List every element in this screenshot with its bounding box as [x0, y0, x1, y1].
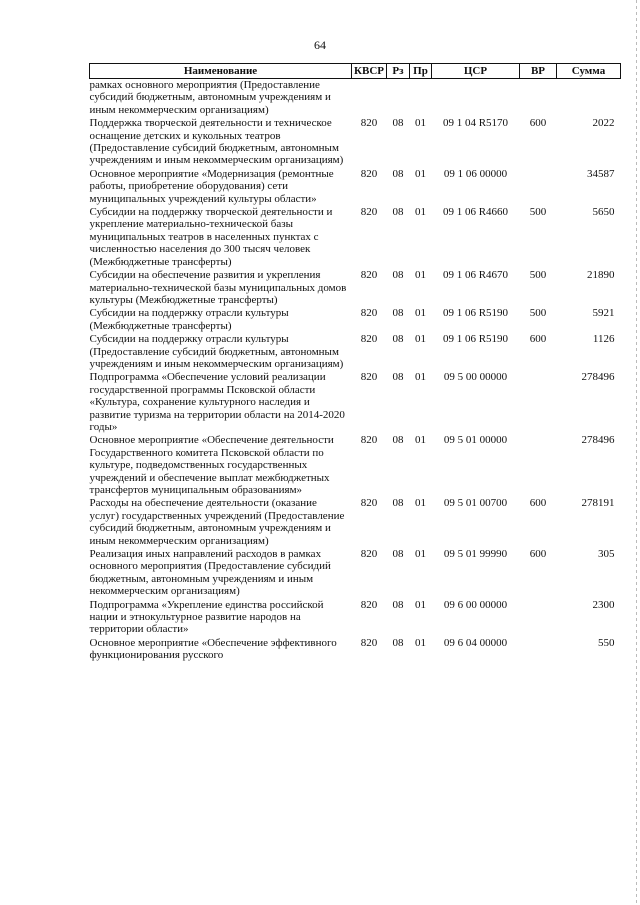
row-kvsr: 820 [360, 307, 378, 320]
row-sum: 278191 [581, 497, 615, 510]
row-kvsr [352, 79, 387, 118]
header-vr: ВР [520, 64, 557, 79]
row-kvsr: 820 [360, 434, 378, 447]
row-sum: 34587 [587, 167, 615, 180]
row-csr [432, 79, 520, 118]
row-name: Основное мероприятие «Модернизация (ремонтные работы, приобретение оборудования) сети муниципальных учреждений культуры области» [89, 167, 334, 205]
row-csr: 09 1 06 00000 [443, 167, 508, 180]
row-sum: 21890 [587, 269, 615, 282]
row-csr: 09 5 00 00000 [443, 371, 508, 384]
table-row [90, 637, 621, 663]
row-rz [387, 79, 410, 118]
row-rz: 08 [392, 269, 404, 282]
table-row [90, 333, 621, 371]
table-row [90, 269, 621, 307]
header-sum: Сумма [557, 64, 621, 79]
row-kvsr: 820 [360, 167, 378, 180]
row-vr: 500 [529, 307, 547, 320]
row-kvsr: 820 [360, 598, 378, 611]
row-pr: 01 [415, 307, 426, 320]
row-name: Поддержка творческой деятельности и техническое оснащение детских и кукольных театров (Предоставление субсидий бюджетным, автономным учреждениям и иным некоммерческим организациям) [89, 117, 344, 167]
row-sum [557, 79, 621, 118]
row-rz: 08 [392, 598, 404, 611]
table-row [90, 206, 621, 269]
row-sum: 5650 [592, 206, 615, 219]
row-kvsr: 820 [360, 371, 378, 384]
row-kvsr: 820 [360, 206, 378, 219]
row-name: Расходы на обеспечение деятельности (оказание услуг) государственных учреждений (Предоставление субсидий бюджетным, автономным учреждениям и иным некоммерческим организациям) [89, 497, 345, 547]
table-row [90, 599, 621, 637]
row-name: Субсидии на обеспечение развития и укрепления материально-технической базы муниципальных домов культуры (Межбюджетные трансферты) [89, 269, 347, 306]
table-header [90, 64, 621, 79]
row-rz: 08 [392, 636, 404, 649]
row-csr: 09 1 04 R5170 [442, 117, 509, 130]
row-pr [410, 79, 432, 118]
row-pr: 01 [415, 117, 426, 130]
table-row [90, 307, 621, 333]
row-rz: 08 [392, 333, 404, 346]
row-vr: 500 [529, 206, 547, 219]
row-kvsr: 820 [360, 117, 378, 130]
row-sum: 278496 [581, 371, 615, 384]
row-name: Основное мероприятие «Обеспечение деятельности Государственного комитета Псковской области по культуре, подведомственных государственных учреждений и обеспечение выплат межбюджетных трансфертов муниципальным образованиям» [89, 434, 334, 496]
row-pr: 01 [415, 598, 426, 611]
row-vr [520, 434, 557, 497]
row-pr: 01 [415, 497, 426, 510]
row-name: Основное мероприятие «Обеспечение эффективного функционирования русского [89, 636, 337, 662]
row-csr: 09 1 06 R4660 [442, 206, 509, 219]
row-pr: 01 [415, 434, 426, 447]
table-row [90, 79, 621, 118]
row-kvsr: 820 [360, 548, 378, 561]
row-kvsr: 820 [360, 333, 378, 346]
table-row [90, 434, 621, 497]
row-vr [520, 599, 557, 637]
scan-edge-line [636, 0, 637, 905]
header-kvsr: КВСР [352, 64, 387, 79]
row-name: Подпрограмма «Обеспечение условий реализации государственной программы Псковской области «Культура, сохранение культурного наследия и развитие туризма на территории области на 2014-2020 годы» [89, 371, 345, 433]
row-vr: 500 [529, 269, 547, 282]
row-csr: 09 1 06 R5190 [442, 333, 509, 346]
row-csr: 09 5 01 99990 [443, 548, 508, 561]
row-sum: 5921 [592, 307, 615, 320]
table-row [90, 548, 621, 599]
row-rz: 08 [392, 497, 404, 510]
row-rz: 08 [392, 307, 404, 320]
row-sum: 2022 [592, 117, 615, 130]
row-csr: 09 1 06 R5190 [442, 307, 509, 320]
page-number: 64 [314, 38, 326, 52]
row-rz: 08 [392, 206, 404, 219]
row-name: Подпрограмма «Укрепление единства российской нации и этнокультурное развитие народов на территории области» [89, 598, 324, 636]
row-rz: 08 [392, 548, 404, 561]
header-name: Наименование [90, 64, 352, 79]
row-vr [520, 637, 557, 663]
row-pr: 01 [415, 636, 426, 649]
row-vr: 600 [529, 117, 547, 130]
row-name: Реализация иных направлений расходов в рамках основного мероприятия (Предоставление субсидий бюджетным, автономным учреждениям и иным некоммерческим организациям) [89, 548, 331, 598]
table-row [90, 497, 621, 548]
row-vr [520, 79, 557, 118]
row-sum: 1126 [592, 333, 615, 346]
row-pr: 01 [415, 371, 426, 384]
row-vr [520, 168, 557, 206]
row-kvsr: 820 [360, 497, 378, 510]
row-pr: 01 [415, 269, 426, 282]
row-rz: 08 [392, 371, 404, 384]
row-sum: 278496 [581, 434, 615, 447]
row-csr: 09 6 00 00000 [443, 598, 508, 611]
row-csr: 09 1 06 R4670 [442, 269, 509, 282]
budget-table [89, 63, 621, 663]
header-pr: Пр [410, 64, 432, 79]
row-name: Субсидии на поддержку творческой деятельности и укрепление материально-технической базы муниципальных театров в населенных пунктах с численностью населения до 300 тысяч человек (Межбюджетные трансферты) [89, 206, 333, 268]
row-vr: 600 [529, 548, 547, 561]
row-sum: 550 [598, 636, 615, 649]
header-csr: ЦСР [432, 64, 520, 79]
table-row [90, 168, 621, 206]
row-pr: 01 [415, 206, 426, 219]
row-name: рамках основного мероприятия (Предоставление субсидий бюджетным, автономным учреждениям и иным некоммерческим организациям) [89, 79, 331, 116]
table-body [90, 79, 621, 663]
row-vr: 600 [529, 333, 547, 346]
table-row [90, 371, 621, 434]
row-csr: 09 6 04 00000 [443, 636, 508, 649]
row-pr: 01 [415, 548, 426, 561]
row-rz: 08 [392, 117, 404, 130]
row-csr: 09 5 01 00700 [443, 497, 508, 510]
row-pr: 01 [415, 333, 426, 346]
row-vr: 600 [529, 497, 547, 510]
header-rz: Рз [387, 64, 410, 79]
table-row [90, 117, 621, 168]
row-pr: 01 [415, 167, 426, 180]
row-csr: 09 5 01 00000 [443, 434, 508, 447]
row-rz: 08 [392, 434, 404, 447]
row-kvsr: 820 [360, 636, 378, 649]
row-rz: 08 [392, 167, 404, 180]
row-name: Субсидии на поддержку отрасли культуры (Межбюджетные трансферты) [89, 307, 289, 332]
row-vr [520, 371, 557, 434]
row-name: Субсидии на поддержку отрасли культуры (Предоставление субсидий бюджетным, автономным учреждениям и иным некоммерческим организациям) [89, 333, 344, 370]
row-kvsr: 820 [360, 269, 378, 282]
row-sum: 305 [598, 548, 615, 561]
row-sum: 2300 [592, 598, 615, 611]
